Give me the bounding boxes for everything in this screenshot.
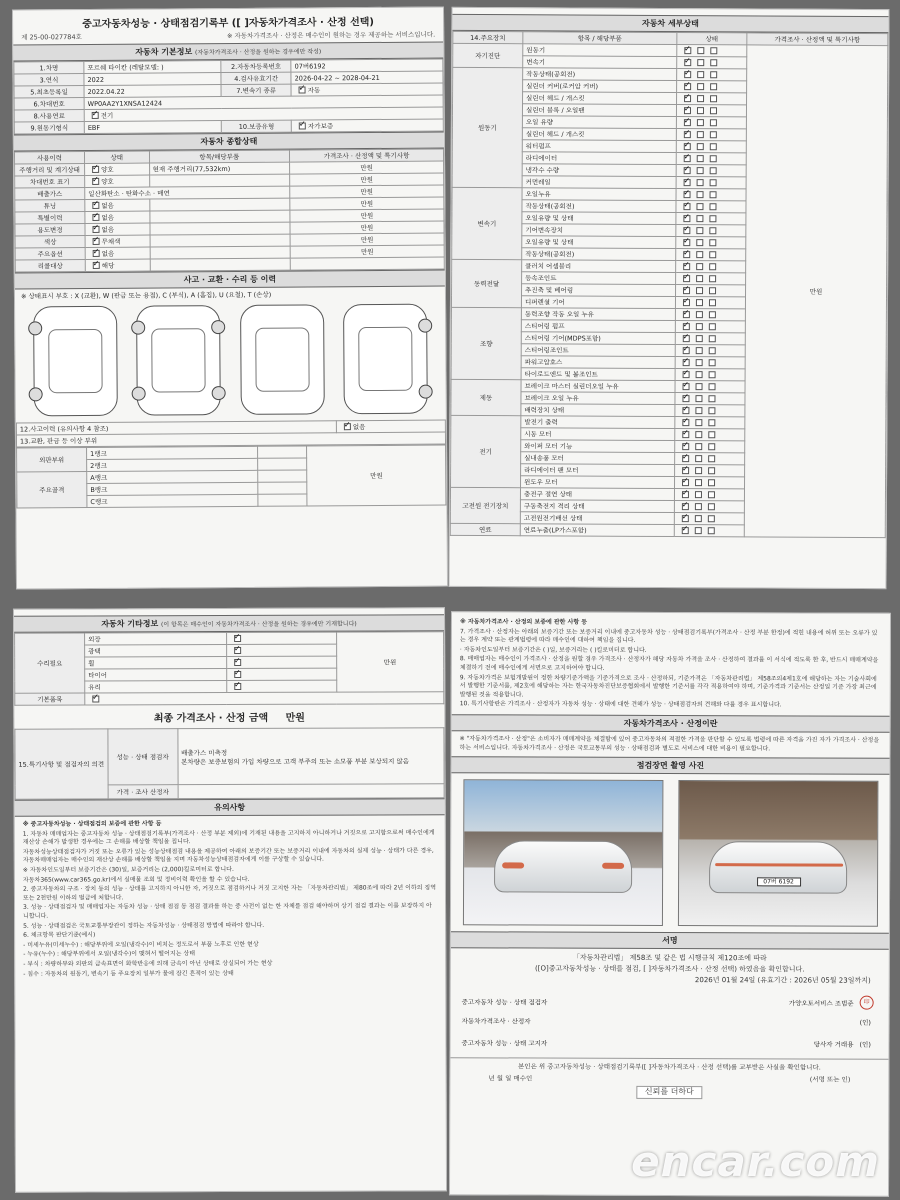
caution-line: 1. 자동차 매매업자는 중고자동차 성능 · 상태점검기록부(가격조사 · 산정 부분 제외)에 기재된 내용을 고지하지 아니하거나 거짓으로 고지함으로써 매수인에게 재산상 손해가 발생한 경우에는 그 손해를 배상할 책임을 집니다. [22,828,435,846]
receipt-date: 년 월 일 매수인 [488,1074,533,1083]
detail-item: 실린더 커버(로커암 커버) [523,80,677,93]
detail-status [674,465,744,477]
detail-item: 작동상태(공회전) [522,200,676,213]
rank-table: 외판부위 1랭크 만원 2랭크 주요골격 A랭크 B랭크 C랭크 [16,444,446,508]
doc-notice: ※ 자동차가격조사 · 산정은 매수인이 원하는 경우 제공하는 서비스입니다. [226,30,436,41]
detail-status [675,285,745,297]
detail-status [674,477,744,489]
detail-status [675,393,745,405]
detail-item: 라디에이터 [522,152,676,165]
encar-watermark: encar.com [631,1137,880,1186]
caution-line: 5. 성능 · 상태점검은 국토교통부장관이 정하는 자동차성능 · 상태점검 방법에 따라야 합니다. [23,921,265,930]
damage-diagram [15,299,446,422]
detail-status [675,345,745,357]
detail-item: 실린더 헤드 / 개스킷 [523,92,677,105]
detail-item: 윈도우 모터 [521,476,675,489]
detail-status [675,441,745,453]
detail-status [677,69,747,81]
detail-item: 워터펌프 [522,140,676,153]
detail-item: 디퍼렌셜 기어 [521,296,675,309]
detail-item: 브레이크 오일 누유 [521,392,675,405]
caution-line: - 침수 : 자동차의 원동기, 변속기 등 주요장치 일부가 물에 잠긴 흔적이 있는 상태 [23,969,234,978]
sign-date: 2026년 01월 24일 (유효기간 : 2026년 05월 23일까지) [694,976,871,985]
detail-item: 기어변속장치 [522,224,676,237]
caution-line: - 부식 : 차량하부와 외판의 금속표면이 화학반응에 의해 금속이 아닌 상태로 상실되어 가는 현상 [23,959,273,968]
receipt-text: 본인은 위 중고자동차성능 · 상태점검기록부([ ]자동차가격조사 · 산정 선택)를 교부받은 사실을 확인합니다. [518,1062,821,1072]
detail-status [675,369,745,381]
detail-status [676,105,746,117]
detail-group: 전기 [451,415,521,487]
detail-item: 실내송풍 모터 [521,452,675,465]
accident-legend: ※ 상태표시 부호 : X (교환), W (판금 또는 용접), C (부식), A (흠집), U (요철), T (손상) [20,290,272,301]
sign-law: 「자동차관리법」 제58조 및 같은 법 시행규칙 제120조에 따라 [572,953,767,963]
detail-group: 제동 [451,379,521,415]
caution-line: ※ 자동차인도일부터 보증기간은 (30)일, 보증거리는 (2,000)킬로미터로 합니다. [22,865,234,874]
accident-table: 12.사고이력 (유의사항 4 참조) ✓ 없음 13.교환, 판금 등 이상 부위 [16,419,446,447]
detail-status [675,357,745,369]
detail-table: 14.주요장치 항목 / 해당부품 상태 가격조사 · 산정액 및 특기사항 자기진단 원동기 ✓ 만원 변속기 ✓ 원동기 작동상태(공회전) ✓ 실린더 커버(로커암 커버) ✓ 실린더 헤드 / 개스킷 ✓ 실린더 블록 / 오일팬 ✓ 오일 유량 ✓ 실린더 헤드 / 개스킷 ✓ 워터펌프 ✓ 라디에이터 ✓ 냉각수 수량 ✓ 커먼레일 ✓ 변속기 오일누유 ✓ 작동상태(공회전) ✓ 오일유량 및 상태 ✓ 기어변속장치 ✓ 오일유량 및 상태 ✓ 작동상태(공회전) ✓ 동력전달 클러치 어셈블리 ✓ 등속조인트 ✓ 추진축 및 베어링 ✓ 디퍼렌셜 기어 ✓ 조향 동력조향 작동 오일 누유 ✓ 스티어링 펌프 ✓ 스티어링 기어(MDPS포함) ✓ 스티어링조인트 ✓ 파워고압호스 ✓ 타이로드엔드 및 볼조인트 ✓ 제동 브레이크 마스터 실린더오일 누유 ✓ 브레이크 오일 누유 ✓ 배력장치 상태 ✓ 전기 발전기 출력 ✓ 시동 모터 ✓ 와이퍼 모터 기능 ✓ 실내송풍 모터 ✓ 라디에이터 팬 모터 ✓ 윈도우 모터 ✓ 고전원 전기장치 충전구 절연 상태 ✓ 구동축전지 격리 상태 ✓ 고전원전기배선 상태 ✓ 연료 연료누출(LP가스포함) ✓ [450,31,889,538]
detail-status [676,225,746,237]
detail-item: 와이퍼 모터 기능 [521,440,675,453]
detail-status [675,321,745,333]
detail-group: 자기진단 [453,43,523,67]
detail-status [676,93,746,105]
detail-group: 변속기 [452,187,522,259]
doc-title: 중고자동차성능 · 상태점검기록부 ([ ]자동차가격조사 · 산정 선택) [82,16,374,31]
detail-item: 스티어링 펌프 [521,320,675,333]
other-info-table: 수리필요 외장 ✓ 만원 광택 ✓ 휠 ✓ 타이어 ✓ 유리 ✓ 기본품목 ✓ [14,631,444,706]
cautions-title: ※ 중고자동차성능 · 상태점검의 보증에 관한 사항 등 [22,820,162,828]
detail-status [675,333,745,345]
detail-item: 실린더 블록 / 오일팬 [522,104,676,117]
caution-line: 6. 체크항목 판단기준(예시) [23,931,96,939]
detail-status [674,489,744,501]
license-plate: 07버 6192 [757,877,801,886]
car-frame-view-icon [240,304,325,415]
caution-line: 자동차365(www.car365.go.kr)에서 실매물 조회 및 정비이력 확인을 할 수 있습니다. [22,875,250,884]
detail-item: 라디에이터 팬 모터 [521,464,675,477]
sign-confirm: ([O]중고자동차성능 · 상태를 점검, [ ]자동차가격조사 · 산정 선택) 하였음을 확인합니다. [535,964,805,974]
accident-header: 사고 · 교환 · 수리 등 이력 [15,269,445,289]
detail-status [675,453,745,465]
detail-price: 만원 [744,45,888,538]
cautions-text [15,815,446,984]
inspection-photo-rear [677,780,878,927]
detail-item: 연료누출(LP가스포함) [520,524,674,537]
car-left-view-icon [33,306,118,417]
detail-item: 오일 유량 [522,116,676,129]
detail-status [675,405,745,417]
pricing-box-header: 자동차가격조사 · 산정이란 [452,714,890,733]
basic-info-table: 1.차명 포르쉐 타이칸 (레탈모델: ) 2.자동차등록번호 07버6192 3.연식 2022 4.검사유효기간 2026-04-22 ~ 2028-04-21 5.최초등록일 2022.04.22 7.변속기 종류 ✓ 자동 6.차대번호 WP0AA2Y1XNSA12424 8.사용연료 ✓ 전기 9.원동기형식 EBF 10.보증유형 ✓ 자가보증 [13,59,443,135]
car-right-view-icon [343,304,428,415]
detail-status [675,429,745,441]
detail-item: 등속조인트 [522,272,676,285]
detail-item: 파워고압호스 [521,356,675,369]
caution-line: - 누유(누수) : 해당부위에서 오일(냉각수)이 맺혀서 떨어지는 상태 [23,950,196,959]
detail-status [674,501,744,513]
inspector-seal-icon: 印 [860,996,874,1010]
detail-status [676,153,746,165]
detail-status [676,165,746,177]
detail-status [675,417,745,429]
pricing-box-text: ※ "자동차가격조사 · 산정"은 소비자가 매매계약을 체결함에 있어 중고자동차의 적절한 가격을 판단할 수 있도록 법령에 따른 자격을 가진 자가 가격조사 · 산정을 하는 서비스입니다. 자동차가격조사 · 산정은 국토교통부의 성능 · 상태점검과 별도로 서비스에 대한 비용이 필요합니다. [459,735,880,752]
inspection-photo-front [462,779,663,926]
detail-group: 조향 [451,307,521,379]
detail-item: 고전원전기배선 상태 [520,512,674,525]
caution-line: 2. 중고자동차의 구조 · 장치 등의 성능 · 상태를 고지하지 아니한 자, 거짓으로 점검하거나 거짓 고지한 자는 「자동차관리법」 제80조에 따라 2년 이하의 징역 또는 2천만원 이하의 벌금에 처합니다. [22,884,437,902]
detail-item: 스티어링 기어(MDPS포함) [521,332,675,345]
photos-header: 점검장면 촬영 사진 [451,756,889,775]
basic-info-header: 자동차 기본정보 (자동차가격조사 · 산정을 원하는 경우에만 작성) [13,42,443,62]
detail-item: 커먼레일 [522,176,676,189]
detail-item: 클러치 어셈블리 [522,260,676,273]
detail-status [676,249,746,261]
detail-item: 오일유량 및 상태 [522,236,676,249]
cautions-header: 유의사항 [15,798,445,817]
warranty-line: 8. 매매업자는 매수인이 가격조사 · 산정을 원할 경우 가격조사 · 산정자가 해당 자동차 가격을 조사 · 산정하여 결과를 이 서식에 적도록 한 후, 반드시 매매계약을 체결하기 전에 매수인에게 서면으로 고지하여야 합니다. [459,655,879,672]
detail-status [676,177,746,189]
page-back-right [449,611,891,1197]
final-price: 최종 가격조사 · 산정 금액 만원 [153,712,305,725]
page-back-left [13,607,447,1193]
detail-status [676,261,746,273]
detail-status [675,273,745,285]
detail-status [675,381,745,393]
detail-item: 동력조향 작동 오일 누유 [521,308,675,321]
detail-status [675,297,745,309]
detail-item: 추진축 및 베어링 [522,284,676,297]
detail-item: 시동 모터 [521,428,675,441]
page-front-left [12,6,448,589]
detail-status [676,213,746,225]
warranty-line: · 자동차인도일부터 보증기간은 ( )일, 보증거리는 ( )킬로미터로 합니다. [459,646,647,654]
detail-item: 실린더 헤드 / 개스킷 [522,128,676,141]
detail-item: 스티어링조인트 [521,344,675,357]
detail-status [676,81,746,93]
doc-number: 제 25-00-027784호 [21,33,82,42]
car-top-view-icon [136,305,221,416]
caution-line: 자동차성능상태점검자가 거짓 또는 오류가 있는 성능상태점검 내용을 제공하여 아래의 보증기간 또는 보증거리 이내에 자동차의 실제 성능 · 상태가 다른 경우, 자동차매매업자는 매수인의 재산상 손해를 배상할 책임을 지며 자동차성능상태점검자에게 이를 구상할 수 있습니다. [22,847,434,865]
detail-status [676,201,746,213]
sign-header: 서명 [451,931,889,950]
detail-status [676,141,746,153]
detail-status [677,45,747,57]
detail-group: 고전원 전기장치 [450,487,520,523]
other-info-header: 자동차 기타정보 (이 항목은 매수인이 자동차가격조사 · 산정을 원하는 경우에만 기재합니다) [14,614,444,633]
detail-item: 충전구 절연 상태 [520,488,674,501]
page-front-right [448,7,889,589]
warranty-line: 7. 가격조사 · 산정자는 아래의 보증기간 또는 보증거리 이내에 중고자동차 성능 · 상태점검기록부(가격조사 · 산정 부분 한정)에 적힌 내용에 허위 또는 오류가 있는 경우 계약 또는 관계법령에 따라 매수인에 대하여 책임을 집니다. [459,627,878,645]
detail-item: 변속기 [523,56,677,69]
detail-item: 작동상태(공회전) [523,68,677,81]
summary-header: 자동차 종합상태 [14,132,444,152]
detail-item: 오일누유 [522,188,676,201]
signature-table: 중고자동차 성능 · 상태 점검자 가양오토서비스 조범준 印 자동차가격조사 · 산정자 (인) 중고자동차 성능 · 상태 고지자 당사자 거래용 (인) [458,993,880,1054]
detail-status [676,117,746,129]
warranty-line: 10. 특기사항란은 가격조사 · 산정자가 자동차 성능 · 상태에 대한 견해가 성능 · 상태점검자의 견해와 다를 경우 표시합니다. [459,700,782,709]
warranty-text: ※ 자동차가격조사 · 산정의 보증에 관한 사항 등 7. 가격조사 · 산정자는 아래의 보증기간 또는 보증거리 이내에 중고자동차 성능 · 상태점검기록부(가격조사 · 산정 부분 한정)에 적힌 내용에 허위 또는 오류가 있는 경우 계약 또는 관계법령에 따라 매수인에 대하여 책임을 집니다. · 자동차인도일부터 보증기간은 ( )일, 보증거리는 ( )킬로미터로 합니다. 8. 매매업자는 매수인이 가격조사 · 산정을 원할 경우 가격조사 · 산정자가 해당 자동차 가격을 조사 · 산정하여 결과를 이 서식에 적도록 한 후, 반드시 매매계약을 체결하기 전에 매수인에게 서면으로 고지하여야 합니다. 9. 자동차가격은 보험개발원이 정한 차량기준가액을 기준가격으로 조사 · 산정하되, 기준가격은 「자동차관리법」 제58조의4제1호에 해당하는 자는 기술사회에서 발행한 기준서를, 제2호에 해당하는 자는 한국자동차진단보증협회에서 발행한 기준서를 각각 적용하여야 하며, 기준가격과 기준서는 산정일 기준 가장 최근에 발행된 것을 적용합니다. 10. 특기사항란은 가격조사 · 산정자가 자동차 성능 · 상태에 대한 견해가 성능 · 상태점검자의 견해와 다를 경우 표시합니다. [452,612,890,715]
summary-table: 사용이력 상태 항목/해당부품 가격조사 · 산정액 및 특기사항 주행거리 및 계기상태 ✓ 양호 현재 주행거리(77,532km) 만원 차대번호 표기 ✓ 양호 만원 배출가스 일산화탄소 · 탄화수소 · 매연 만원 튜닝 ✓ 없음 만원 특별이력 ✓ 없음 만원 용도변경 ✓ 없음 만원 색상 ✓ 무채색 만원 주요옵션 ✓ 없음 만원 리콜대상 ✓ 해당 [14,149,445,273]
detail-item: 배력장치 상태 [521,404,675,417]
receipt-sign: (서명 또는 인) [809,1075,851,1084]
detail-status [676,237,746,249]
detail-group: 동력전달 [451,259,521,307]
trust-slogan: 신뢰를 더하다 [636,1086,703,1099]
caution-line: 3. 성능 · 상태점검자 및 매매업자는 자동차 성능 · 상태 점검 등 점검 결과를 하는 중 사전이 없는 한 자체를 점검 해야하며 상기 점검 결과는 이를 보장하지 아니합니다. [23,902,432,920]
detail-item: 브레이크 마스터 실린더오일 누유 [521,380,675,393]
detail-group: 원동기 [452,67,523,187]
caution-line: - 미세누유(미세누수) : 해당부위에 오일(냉각수)이 비치는 정도로서 부품 노후로 인한 현상 [23,940,259,949]
detail-status [674,513,744,525]
remarks-table: 15.특기사항 및 점검자의 의견 성능 · 상태 점검자 배출가스 미측정 본차량은 보증보험의 가입 차량으로 고객 부주의 또는 소모품 부분 보상되지 않음 가격 · 조사 산정자 [14,727,444,800]
detail-status [675,309,745,321]
detail-group: 연료 [450,523,520,535]
detail-status [676,129,746,141]
detail-item: 발전기 출력 [521,416,675,429]
detail-status [676,189,746,201]
detail-item: 타이로드엔드 및 볼조인트 [521,368,675,381]
warranty-line: 9. 자동차가격은 보험개발원이 정한 차량기준가액을 기준가격으로 조사 · 산정하되, 기준가격은 「자동차관리법」 제58조의4제1호에 해당하는 자는 기술사회에서 발행한 기준서를, 제2호에 해당하는 자는 한국자동차진단보증협회에서 발행한 기준서를 각각 적용하여야 하며, 기준가격과 기준서는 산정일 기준 가장 최근에 발행된 것을 적용합니다. [459,673,877,699]
detail-status [677,57,747,69]
detail-item: 오일유량 및 상태 [522,212,676,225]
detail-item: 원동기 [523,44,677,57]
detail-status [674,525,744,537]
detail-header: 자동차 세부상태 [452,14,888,33]
detail-item: 냉각수 수량 [522,164,676,177]
detail-item: 구동축전지 격리 상태 [520,500,674,513]
detail-item: 작동상태(공회전) [522,248,676,261]
